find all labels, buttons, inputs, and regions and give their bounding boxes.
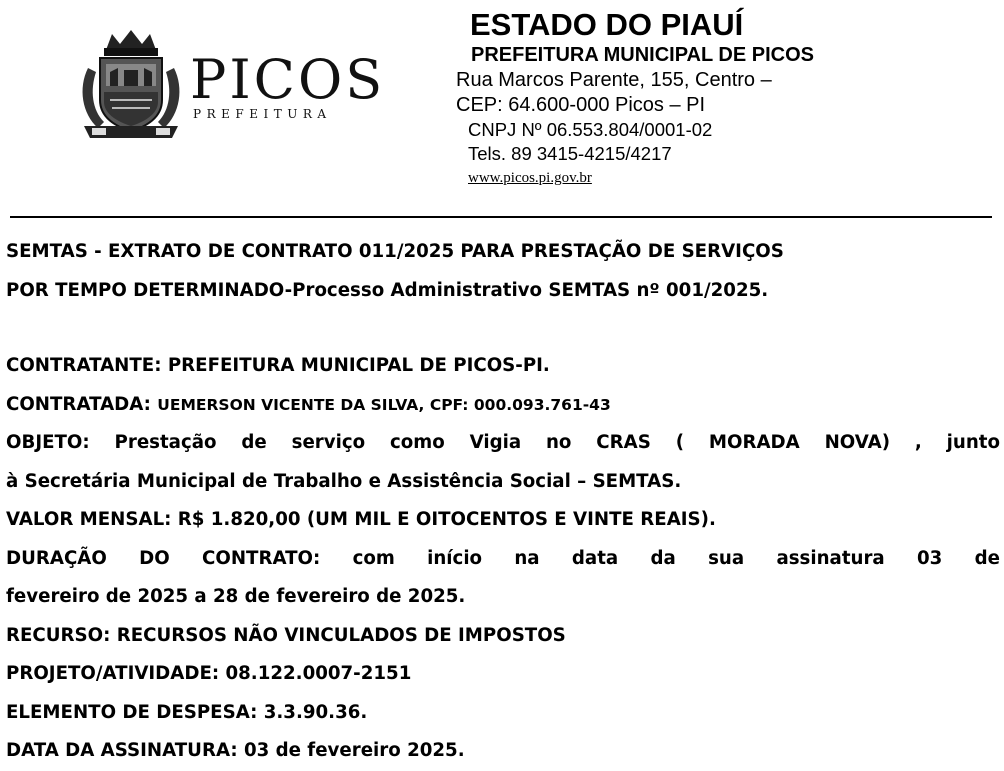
cnpj: CNPJ Nº 06.553.804/0001-02 [468,119,713,140]
duracao-line-1: DURAÇÃO DO CONTRATO: com início na data da sua assinatura 03 de [6,547,1000,569]
letterhead-info [456,8,814,190]
coat-of-arms-icon [76,28,186,140]
logo-wordmark: PICOS [190,48,386,111]
logo-subtitle: PREFEITURA [193,107,332,121]
contratada [6,386,1000,425]
address-line-1: Rua Marcos Parente, 155, Centro – [456,69,772,91]
valor-mensal: VALOR MENSAL: R$ 1.820,00 (UM MIL E OITOCENTOS E VINTE REAIS). [6,509,716,530]
document-title-line-2: POR TEMPO DETERMINADO-Processo Administrativo SEMTAS nº 001/2025. [6,279,769,301]
spacer [6,310,1000,347]
data-assinatura: DATA DA ASSINATURA: 03 de fevereiro 2025. [6,740,465,761]
objeto-line-1: OBJETO: Prestação de serviço como Vigia no CRAS ( MORADA NOVA) , junto [6,432,1000,453]
prefeitura-name: PREFEITURA MUNICIPAL DE PICOS [471,44,814,66]
contratada-value: UEMERSON VICENTE DA SILVA, CPF: 000.093.761-43 [157,395,611,414]
contratante: CONTRATANTE: PREFEITURA MUNICIPAL DE PICOS-PI. [6,355,550,376]
document-title-line-1: SEMTAS - EXTRATO DE CONTRATO 011/2025 PARA PRESTAÇÃO DE SERVIÇOS [6,241,784,262]
header-divider [10,216,992,218]
website-link[interactable]: www.picos.pi.gov.br [468,170,592,186]
elemento-despesa: ELEMENTO DE DESPESA: 3.3.90.36. [6,701,368,723]
objeto-line-2: à Secretária Municipal de Trabalho e Assistência Social – SEMTAS. [6,470,682,492]
phones: Tels. 89 3415-4215/4217 [468,143,672,164]
recurso: RECURSO: RECURSOS NÃO VINCULADOS DE IMPOSTOS [6,624,566,646]
duracao-line-2: fevereiro de 2025 a 28 de fevereiro de 2025. [6,586,466,607]
address-line-2: CEP: 64.600-000 Picos – PI [456,94,706,116]
projeto-atividade: PROJETO/ATIVIDADE: 08.122.0007-2151 [6,663,412,684]
letterhead [0,0,1004,222]
contract-extract [6,233,1000,771]
contratada-label: CONTRATADA: [6,393,158,415]
state-name: ESTADO DO PIAUÍ [470,7,744,42]
